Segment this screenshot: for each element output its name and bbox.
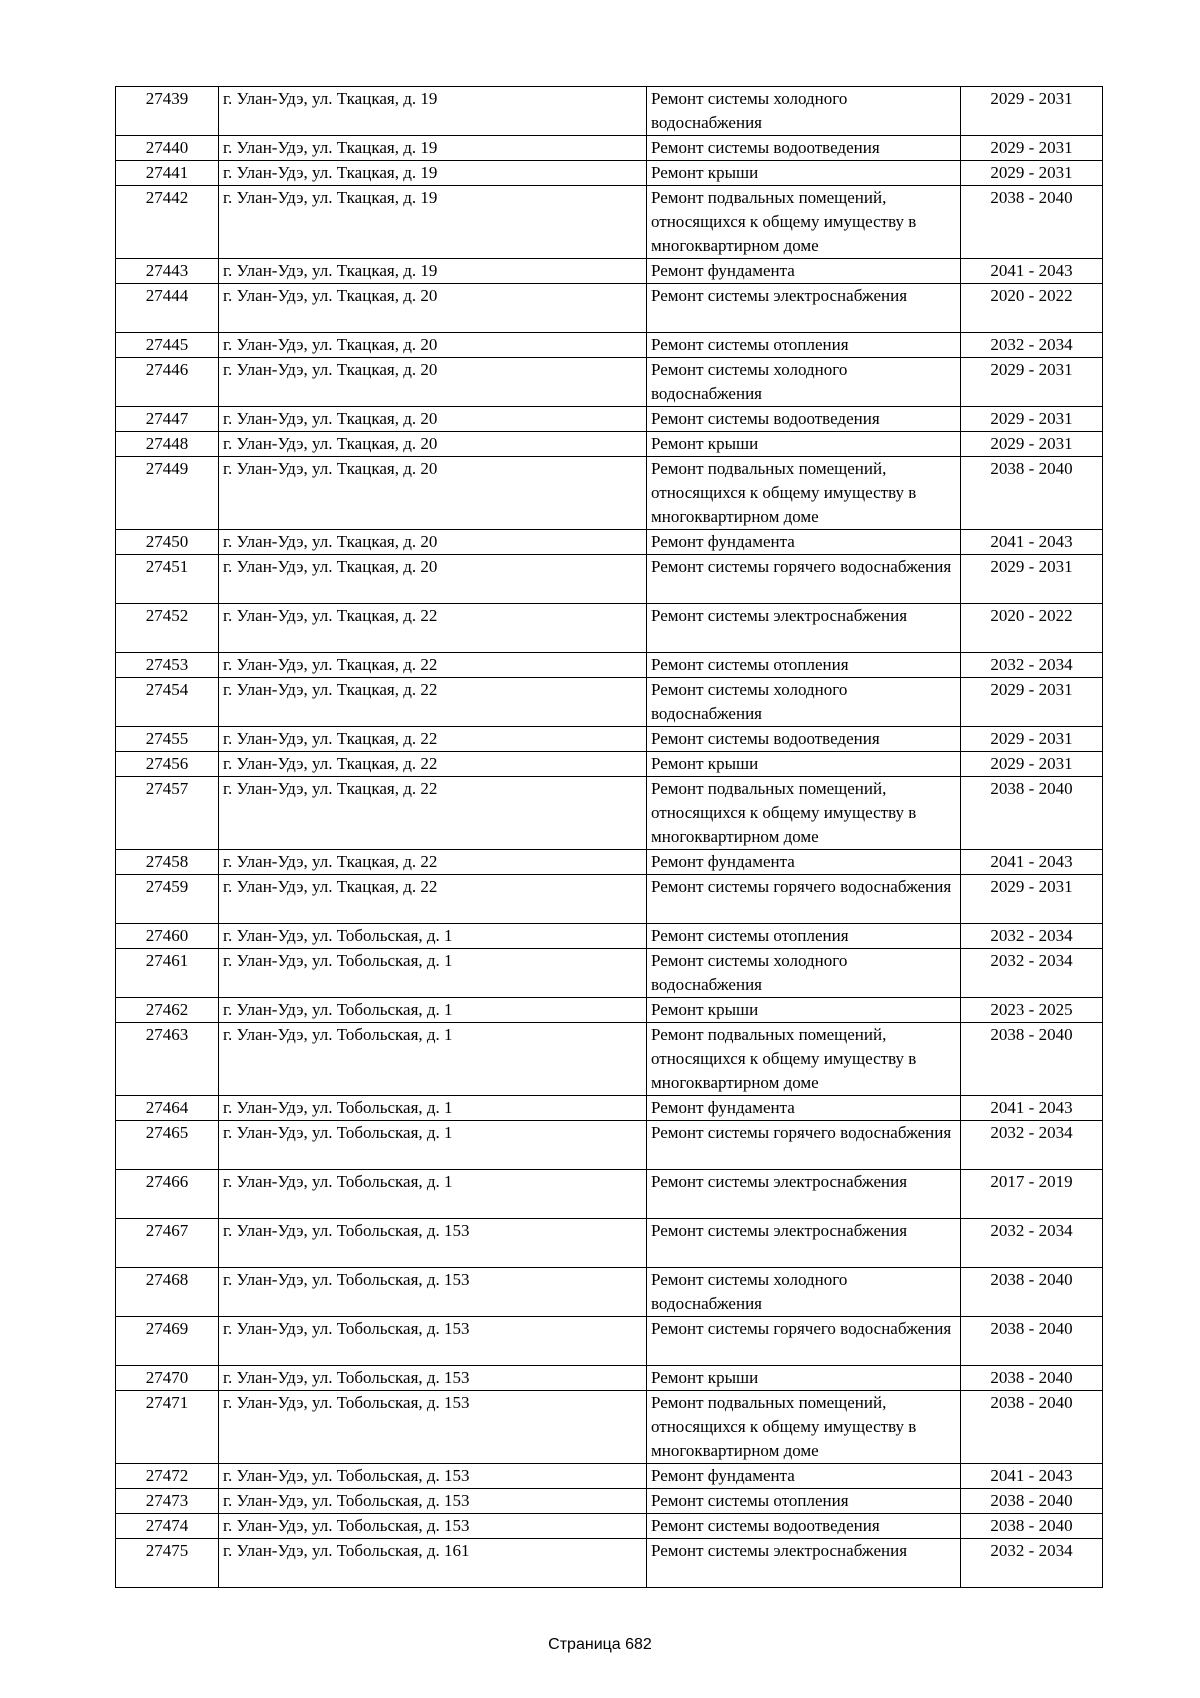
address-cell: г. Улан-Удэ, ул. Тобольская, д. 153	[219, 1219, 647, 1268]
work-type-cell: Ремонт подвальных помещений, относящихся к общему имуществу в многоквартирном доме	[647, 457, 961, 530]
table-row	[116, 777, 1103, 850]
address-cell: г. Улан-Удэ, ул. Тобольская, д. 1	[219, 998, 647, 1023]
row-number-cell: 27453	[116, 653, 219, 678]
work-type-cell: Ремонт системы горячего водоснабжения	[647, 1121, 961, 1170]
row-number-cell: 27447	[116, 407, 219, 432]
table-body	[116, 87, 1103, 1588]
address-cell: г. Улан-Удэ, ул. Тобольская, д. 161	[219, 1539, 647, 1588]
address-cell: г. Улан-Удэ, ул. Тобольская, д. 1	[219, 1023, 647, 1096]
work-type-cell: Ремонт крыши	[647, 998, 961, 1023]
row-number-cell: 27448	[116, 432, 219, 457]
table-row	[116, 1219, 1103, 1268]
address-cell: г. Улан-Удэ, ул. Тобольская, д. 1	[219, 1170, 647, 1219]
table-row	[116, 136, 1103, 161]
row-number-cell: 27463	[116, 1023, 219, 1096]
work-type-cell: Ремонт фундамента	[647, 530, 961, 555]
table-row	[116, 752, 1103, 777]
work-type-cell: Ремонт системы водоотведения	[647, 136, 961, 161]
address-cell: г. Улан-Удэ, ул. Ткацкая, д. 20	[219, 407, 647, 432]
row-number-cell: 27441	[116, 161, 219, 186]
table-row	[116, 407, 1103, 432]
table-row	[116, 604, 1103, 653]
address-cell: г. Улан-Удэ, ул. Тобольская, д. 153	[219, 1489, 647, 1514]
address-cell: г. Улан-Удэ, ул. Ткацкая, д. 20	[219, 333, 647, 358]
table-row	[116, 1121, 1103, 1170]
period-cell: 2032 - 2034	[961, 653, 1103, 678]
work-type-cell: Ремонт системы электроснабжения	[647, 1170, 961, 1219]
period-cell: 2032 - 2034	[961, 1121, 1103, 1170]
period-cell: 2038 - 2040	[961, 1366, 1103, 1391]
row-number-cell: 27469	[116, 1317, 219, 1366]
table-row	[116, 284, 1103, 333]
period-cell: 2041 - 2043	[961, 1096, 1103, 1121]
row-number-cell: 27439	[116, 87, 219, 136]
row-number-cell: 27440	[116, 136, 219, 161]
period-cell: 2029 - 2031	[961, 727, 1103, 752]
address-cell: г. Улан-Удэ, ул. Ткацкая, д. 22	[219, 875, 647, 924]
work-type-cell: Ремонт крыши	[647, 752, 961, 777]
work-type-cell: Ремонт системы электроснабжения	[647, 604, 961, 653]
work-type-cell: Ремонт системы отопления	[647, 924, 961, 949]
work-type-cell: Ремонт системы горячего водоснабжения	[647, 875, 961, 924]
period-cell: 2029 - 2031	[961, 358, 1103, 407]
address-cell: г. Улан-Удэ, ул. Ткацкая, д. 20	[219, 555, 647, 604]
table-row	[116, 1317, 1103, 1366]
period-cell: 2029 - 2031	[961, 678, 1103, 727]
work-type-cell: Ремонт подвальных помещений, относящихся к общему имуществу в многоквартирном доме	[647, 1023, 961, 1096]
row-number-cell: 27470	[116, 1366, 219, 1391]
address-cell: г. Улан-Удэ, ул. Ткацкая, д. 22	[219, 850, 647, 875]
address-cell: г. Улан-Удэ, ул. Ткацкая, д. 22	[219, 727, 647, 752]
address-cell: г. Улан-Удэ, ул. Тобольская, д. 1	[219, 924, 647, 949]
table-row	[116, 875, 1103, 924]
table-row	[116, 850, 1103, 875]
period-cell: 2041 - 2043	[961, 850, 1103, 875]
period-cell: 2023 - 2025	[961, 998, 1103, 1023]
address-cell: г. Улан-Удэ, ул. Ткацкая, д. 22	[219, 604, 647, 653]
period-cell: 2029 - 2031	[961, 136, 1103, 161]
row-number-cell: 27452	[116, 604, 219, 653]
table-row	[116, 924, 1103, 949]
row-number-cell: 27446	[116, 358, 219, 407]
work-type-cell: Ремонт системы холодного водоснабжения	[647, 1268, 961, 1317]
work-type-cell: Ремонт фундамента	[647, 1464, 961, 1489]
row-number-cell: 27462	[116, 998, 219, 1023]
address-cell: г. Улан-Удэ, ул. Тобольская, д. 153	[219, 1317, 647, 1366]
row-number-cell: 27457	[116, 777, 219, 850]
row-number-cell: 27444	[116, 284, 219, 333]
row-number-cell: 27467	[116, 1219, 219, 1268]
table-row	[116, 727, 1103, 752]
work-type-cell: Ремонт подвальных помещений, относящихся к общему имуществу в многоквартирном доме	[647, 186, 961, 259]
table-row	[116, 432, 1103, 457]
address-cell: г. Улан-Удэ, ул. Ткацкая, д. 19	[219, 161, 647, 186]
period-cell: 2029 - 2031	[961, 875, 1103, 924]
work-type-cell: Ремонт системы электроснабжения	[647, 1539, 961, 1588]
period-cell: 2032 - 2034	[961, 333, 1103, 358]
work-type-cell: Ремонт системы водоотведения	[647, 727, 961, 752]
period-cell: 2038 - 2040	[961, 186, 1103, 259]
row-number-cell: 27471	[116, 1391, 219, 1464]
address-cell: г. Улан-Удэ, ул. Тобольская, д. 1	[219, 1096, 647, 1121]
work-type-cell: Ремонт системы холодного водоснабжения	[647, 678, 961, 727]
work-type-cell: Ремонт системы холодного водоснабжения	[647, 358, 961, 407]
table-row	[116, 259, 1103, 284]
table-row	[116, 1539, 1103, 1588]
row-number-cell: 27459	[116, 875, 219, 924]
work-type-cell: Ремонт системы холодного водоснабжения	[647, 87, 961, 136]
row-number-cell: 27449	[116, 457, 219, 530]
work-type-cell: Ремонт крыши	[647, 1366, 961, 1391]
period-cell: 2032 - 2034	[961, 949, 1103, 998]
period-cell: 2029 - 2031	[961, 407, 1103, 432]
work-type-cell: Ремонт системы холодного водоснабжения	[647, 949, 961, 998]
period-cell: 2017 - 2019	[961, 1170, 1103, 1219]
table-row	[116, 87, 1103, 136]
row-number-cell: 27454	[116, 678, 219, 727]
table-row	[116, 998, 1103, 1023]
work-type-cell: Ремонт системы отопления	[647, 653, 961, 678]
period-cell: 2020 - 2022	[961, 604, 1103, 653]
period-cell: 2041 - 2043	[961, 259, 1103, 284]
work-type-cell: Ремонт фундамента	[647, 850, 961, 875]
row-number-cell: 27445	[116, 333, 219, 358]
table-row	[116, 653, 1103, 678]
table-row	[116, 555, 1103, 604]
period-cell: 2038 - 2040	[961, 1391, 1103, 1464]
row-number-cell: 27461	[116, 949, 219, 998]
table-row	[116, 949, 1103, 998]
period-cell: 2038 - 2040	[961, 1268, 1103, 1317]
address-cell: г. Улан-Удэ, ул. Тобольская, д. 153	[219, 1391, 647, 1464]
address-cell: г. Улан-Удэ, ул. Ткацкая, д. 20	[219, 457, 647, 530]
table-row	[116, 161, 1103, 186]
table-row	[116, 333, 1103, 358]
table-row	[116, 1268, 1103, 1317]
period-cell: 2038 - 2040	[961, 457, 1103, 530]
row-number-cell: 27475	[116, 1539, 219, 1588]
work-type-cell: Ремонт крыши	[647, 432, 961, 457]
address-cell: г. Улан-Удэ, ул. Ткацкая, д. 20	[219, 358, 647, 407]
period-cell: 2041 - 2043	[961, 530, 1103, 555]
address-cell: г. Улан-Удэ, ул. Тобольская, д. 153	[219, 1268, 647, 1317]
table-row	[116, 1464, 1103, 1489]
table-row	[116, 186, 1103, 259]
row-number-cell: 27456	[116, 752, 219, 777]
row-number-cell: 27458	[116, 850, 219, 875]
period-cell: 2029 - 2031	[961, 161, 1103, 186]
table-row	[116, 457, 1103, 530]
address-cell: г. Улан-Удэ, ул. Ткацкая, д. 20	[219, 432, 647, 457]
page-number: Страница 682	[548, 1636, 652, 1653]
table-row	[116, 1489, 1103, 1514]
address-cell: г. Улан-Удэ, ул. Ткацкая, д. 20	[219, 284, 647, 333]
work-type-cell: Ремонт крыши	[647, 161, 961, 186]
table-row	[116, 1366, 1103, 1391]
table-row	[116, 1170, 1103, 1219]
period-cell: 2032 - 2034	[961, 1539, 1103, 1588]
work-type-cell: Ремонт системы водоотведения	[647, 407, 961, 432]
address-cell: г. Улан-Удэ, ул. Ткацкая, д. 22	[219, 653, 647, 678]
address-cell: г. Улан-Удэ, ул. Ткацкая, д. 19	[219, 186, 647, 259]
row-number-cell: 27442	[116, 186, 219, 259]
period-cell: 2029 - 2031	[961, 432, 1103, 457]
work-type-cell: Ремонт системы электроснабжения	[647, 284, 961, 333]
row-number-cell: 27443	[116, 259, 219, 284]
address-cell: г. Улан-Удэ, ул. Ткацкая, д. 22	[219, 678, 647, 727]
table-row	[116, 1391, 1103, 1464]
row-number-cell: 27465	[116, 1121, 219, 1170]
work-type-cell: Ремонт подвальных помещений, относящихся к общему имуществу в многоквартирном доме	[647, 777, 961, 850]
table-row	[116, 530, 1103, 555]
address-cell: г. Улан-Удэ, ул. Тобольская, д. 1	[219, 1121, 647, 1170]
period-cell: 2029 - 2031	[961, 555, 1103, 604]
address-cell: г. Улан-Удэ, ул. Ткацкая, д. 22	[219, 752, 647, 777]
row-number-cell: 27466	[116, 1170, 219, 1219]
address-cell: г. Улан-Удэ, ул. Тобольская, д. 153	[219, 1366, 647, 1391]
address-cell: г. Улан-Удэ, ул. Ткацкая, д. 19	[219, 259, 647, 284]
table-row	[116, 1096, 1103, 1121]
address-cell: г. Улан-Удэ, ул. Ткацкая, д. 20	[219, 530, 647, 555]
row-number-cell: 27474	[116, 1514, 219, 1539]
address-cell: г. Улан-Удэ, ул. Тобольская, д. 1	[219, 949, 647, 998]
address-cell: г. Улан-Удэ, ул. Тобольская, д. 153	[219, 1464, 647, 1489]
work-type-cell: Ремонт подвальных помещений, относящихся к общему имуществу в многоквартирном доме	[647, 1391, 961, 1464]
row-number-cell: 27455	[116, 727, 219, 752]
address-cell: г. Улан-Удэ, ул. Ткацкая, д. 22	[219, 777, 647, 850]
row-number-cell: 27464	[116, 1096, 219, 1121]
work-type-cell: Ремонт фундамента	[647, 1096, 961, 1121]
work-type-cell: Ремонт фундамента	[647, 259, 961, 284]
period-cell: 2038 - 2040	[961, 1023, 1103, 1096]
work-type-cell: Ремонт системы водоотведения	[647, 1514, 961, 1539]
row-number-cell: 27472	[116, 1464, 219, 1489]
period-cell: 2038 - 2040	[961, 1317, 1103, 1366]
period-cell: 2032 - 2034	[961, 1219, 1103, 1268]
period-cell: 2041 - 2043	[961, 1464, 1103, 1489]
work-type-cell: Ремонт системы горячего водоснабжения	[647, 1317, 961, 1366]
period-cell: 2038 - 2040	[961, 1489, 1103, 1514]
row-number-cell: 27468	[116, 1268, 219, 1317]
period-cell: 2029 - 2031	[961, 87, 1103, 136]
period-cell: 2038 - 2040	[961, 1514, 1103, 1539]
address-cell: г. Улан-Удэ, ул. Тобольская, д. 153	[219, 1514, 647, 1539]
address-cell: г. Улан-Удэ, ул. Ткацкая, д. 19	[219, 87, 647, 136]
table-row	[116, 1023, 1103, 1096]
work-type-cell: Ремонт системы отопления	[647, 1489, 961, 1514]
work-type-cell: Ремонт системы отопления	[647, 333, 961, 358]
row-number-cell: 27450	[116, 530, 219, 555]
period-cell: 2029 - 2031	[961, 752, 1103, 777]
work-type-cell: Ремонт системы электроснабжения	[647, 1219, 961, 1268]
period-cell: 2038 - 2040	[961, 777, 1103, 850]
repair-schedule-table	[115, 86, 1103, 1588]
row-number-cell: 27473	[116, 1489, 219, 1514]
row-number-cell: 27451	[116, 555, 219, 604]
table-row	[116, 678, 1103, 727]
table-row	[116, 358, 1103, 407]
table-row	[116, 1514, 1103, 1539]
period-cell: 2020 - 2022	[961, 284, 1103, 333]
address-cell: г. Улан-Удэ, ул. Ткацкая, д. 19	[219, 136, 647, 161]
period-cell: 2032 - 2034	[961, 924, 1103, 949]
work-type-cell: Ремонт системы горячего водоснабжения	[647, 555, 961, 604]
row-number-cell: 27460	[116, 924, 219, 949]
